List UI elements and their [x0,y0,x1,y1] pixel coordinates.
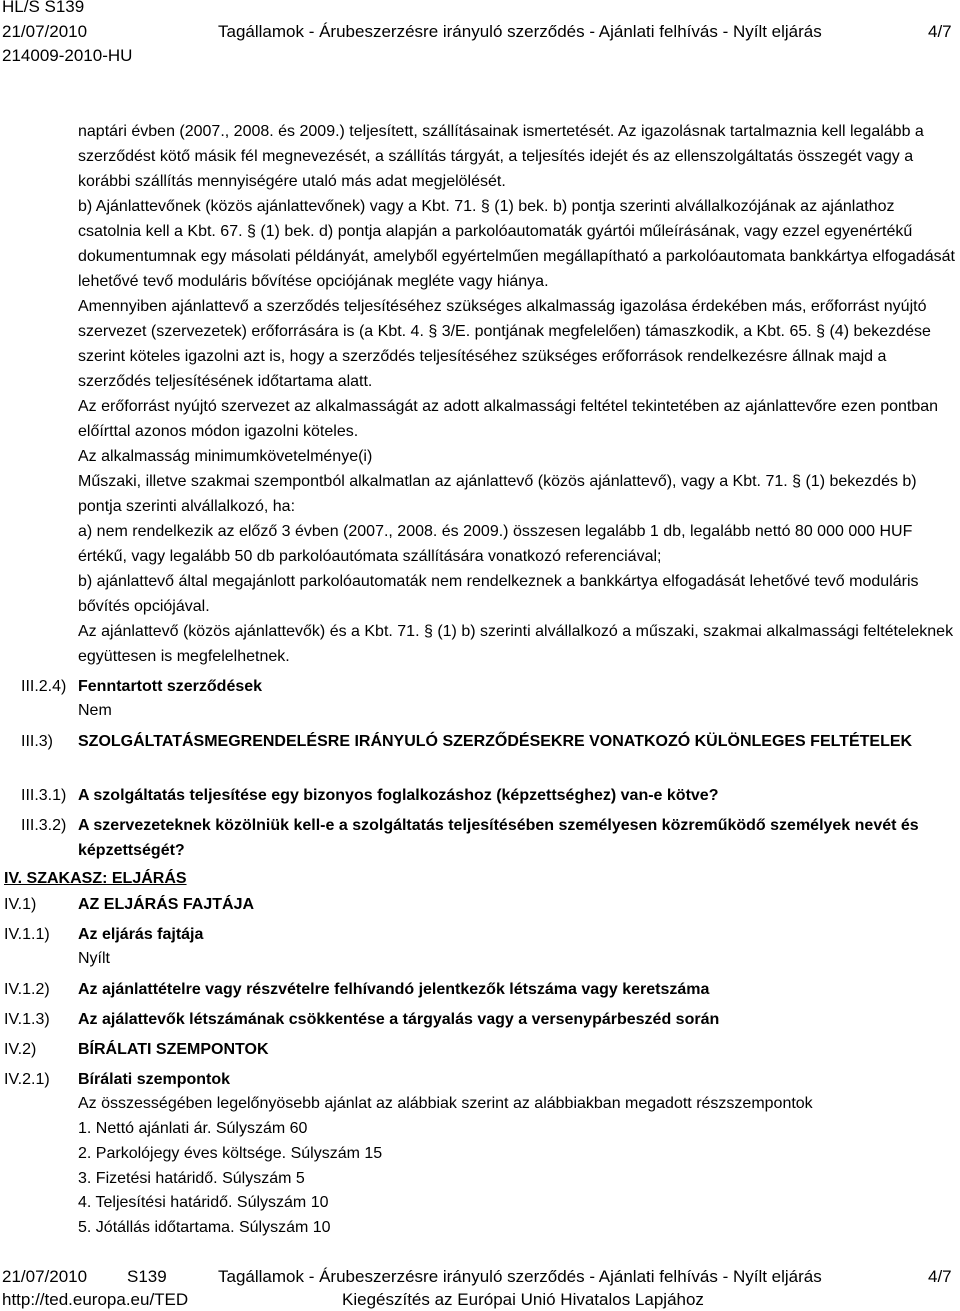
header-doc-id: 214009-2010-HU [2,46,133,65]
paragraph-condition-b: b) ajánlattevő által megajánlott parkolóautomaták nem rendelkeznek a bankkártya elfogadását lehetővé tevő moduláris bővítés opciójával. [78,573,919,615]
section-label-iii-3-1: III.3.1) [21,787,67,804]
paragraph-min-req-heading: Az alkalmasság minimumkövetelménye(i) [78,448,373,465]
section-title-iii-2-4: Fenntartott szerződések [78,678,263,695]
section-title-iv-1: AZ ELJÁRÁS FAJTÁJA [78,896,255,913]
section-label-iv-1-3: IV.1.3) [4,1011,50,1028]
footer-publication: Kiegészítés az Európai Unió Hivatalos Lapjához [342,1290,704,1309]
section-title-iii-3-1: A szolgáltatás teljesítése egy bizonyos foglalkozáshoz (képzettséghez) van-e kötve? [78,787,719,804]
criterion-item: 1. Nettó ajánlati ár. Súlyszám 60 [78,1120,308,1137]
criterion-item: 2. Parkolójegy éves költsége. Súlyszám 15 [78,1145,383,1162]
paragraph-min-req: Műszaki, illetve szakmai szempontból alkalmatlan az ajánlattevő (közös ajánlattevő), vagy a Kbt. 71. § (1) bekezdés b) pontja szerinti alvállalkozó, ha: [78,473,917,515]
section-label-iv-2: IV.2) [4,1041,37,1058]
section-value-iii-2-4: Nem [78,702,112,719]
paragraph-joint: Az ajánlattevő (közös ajánlattevők) és a Kbt. 71. § (1) b) szerinti alvállalkozó a műszaki, szakmai alkalmassági feltételeknek együttesen is megfelelhetnek. [78,623,954,665]
section-label-iv-1: IV.1) [4,896,37,913]
footer-ref: S139 [127,1267,167,1286]
section-label-iii-2-4: III.2.4) [21,678,67,695]
paragraph-subcontractor: b) Ajánlattevőnek (közös ajánlattevőnek) vagy a Kbt. 71. § (1) bek. b) pontja szerinti alvállalkozójának az ajánlathoz csatolnia kell a Kbt. 67. § (1) bek. d) pontja alapján a parkolóautomaták gyártói műleírásának, vagy ezzel egyenértékű dokumentumnak egy másolati példányát, amelyből egyértelműen megállapítható a parkolóautomata bankkártya elfogadását lehetővé tevő moduláris bővítése opciójának megléte vagy hiánya. [78,198,955,290]
header-page: 4/7 [928,22,952,41]
footer-date: 21/07/2010 [2,1267,88,1286]
section-title-iv-1-2: Az ajánlattételre vagy részvételre felhívandó jelentkezők létszáma vagy keretszáma [78,981,710,998]
paragraph-resources: Amennyiben ajánlattevő a szerződés teljesítéséhez szükséges alkalmasság igazolása érdekében más, erőforrást nyújtó szervezet (szervezetek) erőforrására is (a Kbt. 4. § 3/E. pontjának megfelelően) támaszkodik, a Kbt. 65. § (4) bekezdése szerint köteles igazolni azt is, hogy a szerződés teljesítéséhez szükséges erőforrások rendelkezésre állnak majd a szerződés teljesítésének időtartama alatt. [78,298,931,390]
paragraph-references: naptári évben (2007., 2008. és 2009.) teljesített, szállításainak ismertetését. Az igazolásnak tartalmaznia kell legalább a szerződést kötő másik fél megnevezését, a szállítás tárgyát, a teljesítés idejét és az ellenszolgáltatás összegét vagy a korábbi szállítás mennyiségére utaló más adat megjelölését. [78,123,924,190]
section-value-iv-1-1: Nyílt [78,950,110,967]
header-title: Tagállamok - Árubeszerzésre irányuló szerződés - Ajánlati felhívás - Nyílt eljárás [218,22,822,41]
section-label-iii-3: III.3) [21,733,54,750]
section-title-iv-2: BÍRÁLATI SZEMPONTOK [78,1041,269,1058]
criteria-intro: Az összességében legelőnyösebb ajánlat az alábbiak szerint az alábbiakban megadott részszempontok [78,1095,813,1112]
criterion-item: 4. Teljesítési határidő. Súlyszám 10 [78,1194,329,1211]
section-label-iv-1-1: IV.1.1) [4,926,50,943]
section-label-iv-2-1: IV.2.1) [4,1071,50,1088]
section-title-iv-1-3: Az ajálattevők létszámának csökkentése a tárgyalás vagy a versenypárbeszéd során [78,1011,720,1028]
section-iv-heading: IV. SZAKASZ: ELJÁRÁS [4,870,187,887]
paragraph-condition-a: a) nem rendelkezik az előző 3 évben (2007., 2008. és 2009.) összesen legalább 1 db, legalább nettó 80 000 000 HUF értékű, vagy legalább 50 db parkolóautómata szállítására vonatkozó referenciával; [78,523,913,565]
header-ref: HL/S S139 [2,0,85,16]
footer-title: Tagállamok - Árubeszerzésre irányuló szerződés - Ajánlati felhívás - Nyílt eljárás [218,1267,822,1286]
criterion-item: 3. Fizetési határidő. Súlyszám 5 [78,1170,305,1187]
criterion-item: 5. Jótállás időtartama. Súlyszám 10 [78,1219,331,1236]
section-title-iv-2-1: Bírálati szempontok [78,1071,231,1088]
header-date: 21/07/2010 [2,22,88,41]
section-label-iii-3-2: III.3.2) [21,817,67,834]
footer-url[interactable]: http://ted.europa.eu/TED [2,1290,189,1309]
section-title-iii-3: SZOLGÁLTATÁSMEGRENDELÉSRE IRÁNYULÓ SZERZŐDÉSEKRE VONATKOZÓ KÜLÖNLEGES FELTÉTELEK [78,733,913,750]
section-label-iv-1-2: IV.1.2) [4,981,50,998]
footer-page: 4/7 [928,1267,952,1286]
paragraph-resource-org: Az erőforrást nyújtó szervezet az alkalmasságát az adott alkalmassági feltétel tekintetében az ajánlattevőre ezen pontban előírttal azonos módon igazolni köteles. [78,398,939,440]
section-title-iv-1-1: Az eljárás fajtája [78,926,204,943]
section-title-iii-3-2: A szervezeteknek közölniük kell-e a szolgáltatás teljesítésében személyesen közreműködő személyek nevét és képzettségét? [78,817,919,859]
